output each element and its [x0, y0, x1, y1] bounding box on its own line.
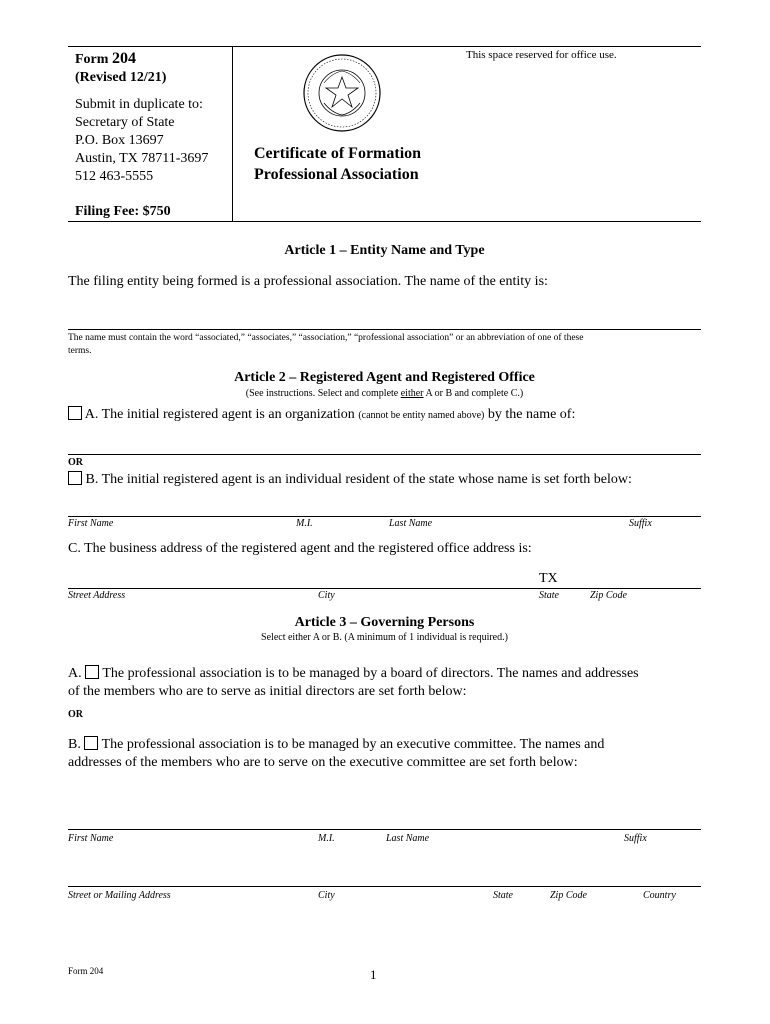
street-address-label: Street Address [68, 590, 126, 601]
suffix-label: Suffix [624, 833, 647, 844]
agent-organization-field[interactable] [68, 454, 701, 455]
article1-note [68, 332, 583, 358]
state-label: State [493, 890, 513, 901]
title-line: Professional Association [254, 166, 419, 183]
option-text-line: of the members who are to serve as initial directors are set forth below: [68, 684, 467, 699]
state-value: TX [539, 571, 558, 586]
texas-state-seal-icon [302, 51, 382, 135]
option-b-checkbox[interactable] [68, 471, 82, 485]
mi-label: M.I. [296, 518, 313, 529]
first-name-label: First Name [68, 518, 114, 529]
page-number: 1 [370, 967, 377, 982]
submit-line: Austin, TX 78711-3697 [75, 151, 209, 166]
country-label: Country [643, 890, 676, 901]
submit-line: 512 463-5555 [75, 169, 154, 184]
note-line: The name must contain the word “associated,” “associates,” “association,” “professional association” or an abbreviation of one of these [68, 333, 584, 343]
or-label: OR [68, 709, 83, 720]
option-text-line: addresses of the members who are to serve on the executive committee are set forth below: [68, 755, 578, 770]
submit-line: Submit in duplicate to: [75, 97, 203, 112]
office-use-note: This space reserved for office use. [466, 49, 617, 61]
suffix-label: Suffix [629, 518, 652, 529]
submit-line: P.O. Box 13697 [75, 133, 164, 148]
executive-committee-checkbox[interactable] [84, 736, 98, 750]
article3-heading: Article 3 – Governing Persons [294, 615, 475, 630]
header-bottom-rule [68, 221, 701, 222]
submit-address [75, 96, 208, 186]
city-label: City [318, 590, 335, 601]
revised-date: (Revised 12/21) [75, 70, 167, 85]
board-of-directors-checkbox[interactable] [85, 665, 99, 679]
article3-option-b: B. The professional association is to be managed by an executive committee. The names and addresses of the members who are to serve on the executive committee are set forth below: [68, 736, 708, 772]
state-label: State [539, 590, 559, 601]
mi-label: M.I. [318, 833, 335, 844]
entity-name-field[interactable] [68, 329, 701, 330]
header-top-rule [68, 46, 701, 47]
title-line: Certificate of Formation [254, 145, 422, 162]
zip-code-label: Zip Code [590, 590, 627, 601]
note-line: terms. [68, 346, 92, 356]
article2-instructions: (See instructions. Select and complete either A or B and complete C.) [245, 388, 524, 399]
article2-option-b: B. The initial registered agent is an individual resident of the state whose name is set forth below: [68, 471, 632, 488]
option-a-checkbox[interactable] [68, 406, 82, 420]
zip-code-label: Zip Code [550, 890, 587, 901]
city-label: City [318, 890, 335, 901]
or-label: OR [68, 457, 83, 468]
article3-option-a: A. The professional association is to be managed by a board of directors. The names and addresses of the members who are to serve as initial directors are set forth below: [68, 665, 708, 701]
registered-office-address-field[interactable] [68, 588, 701, 589]
first-name-label: First Name [68, 833, 114, 844]
header-divider [232, 46, 233, 222]
submit-line: Secretary of State [75, 115, 175, 130]
article2-option-c: C. The business address of the registered agent and the registered office address is: [68, 541, 532, 556]
governing-person-name-field[interactable] [68, 829, 701, 830]
form-title [254, 143, 421, 185]
article1-heading: Article 1 – Entity Name and Type [284, 243, 485, 258]
last-name-label: Last Name [389, 518, 433, 529]
filing-fee: Filing Fee: $750 [75, 204, 171, 219]
footer-form-label: Form 204 [68, 966, 104, 976]
article2-option-a: A. The initial registered agent is an organization (cannot be entity named above) by the name of: [68, 406, 575, 423]
agent-individual-field[interactable] [68, 516, 701, 517]
article2-heading: Article 2 – Registered Agent and Registered Office [234, 370, 535, 385]
governing-person-address-field[interactable] [68, 886, 701, 887]
article3-subheading: Select either A or B. (A minimum of 1 individual is required.) [261, 632, 508, 643]
form-number: Form 204 [75, 50, 136, 67]
article1-intro: The filing entity being formed is a professional association. The name of the entity is: [68, 274, 548, 289]
last-name-label: Last Name [386, 833, 430, 844]
mailing-address-label: Street or Mailing Address [68, 890, 171, 901]
